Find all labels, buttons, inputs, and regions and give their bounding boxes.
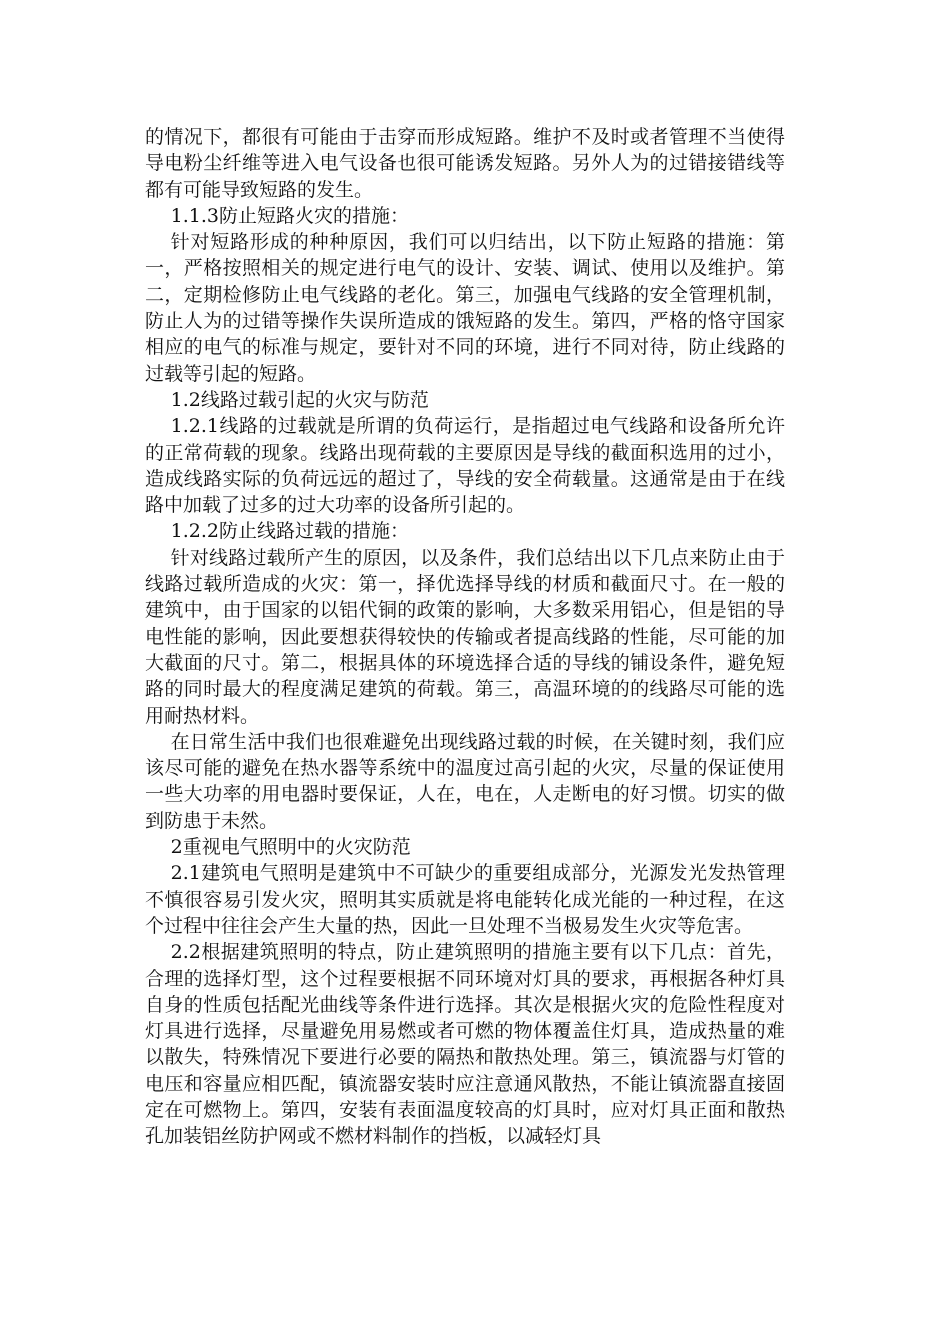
paragraph-short-circuit-measures: 针对短路形成的种种原因，我们可以归结出，以下防止短路的措施：第一，严格按照相关的规定进行电气的设计、安装、调试、使用以及维护。第二，定期检修防止电气线路的老化。第三，加强电气线路的安全管理机制，防止人为的过错等操作失误所造成的饿短路的发生。第四，严格的恪守国家相应的电气的标准与规定，要针对不同的环境，进行不同对待，防止线路的过载等引起的短路。 (145, 231, 785, 385)
heading-1-1-3: 1.1.3防止短路火灾的措施： (170, 204, 409, 227)
paragraph-overload-measures: 针对线路过载所产生的原因，以及条件，我们总结出以下几点来防止由于线路过载所造成的火灾：第一，择优选择导线的材质和截面尺寸。在一般的建筑中，由于国家的以铝代铜的政策的影响，大多数采用铝心，但是铝的导电性能的影响，因此要想获得较快的传输或者提高线路的性能，尽可能的加大截面的尺寸。第二，根据具体的环境选择合适的导线的铺设条件，避免短路的同时最大的程度满足建筑的荷载。第三，高温环境的的线路尽可能的选用耐热材料。 (145, 546, 785, 727)
paragraph-short-circuit-causes: 的情况下，都很有可能由于击穿而形成短路。维护不及时或者管理不当使得导电粉尘纤维等进入电气设备也很可能诱发短路。另外人为的过错接错线等都有可能导致短路的发生。 (145, 126, 785, 201)
paragraph-daily-life: 在日常生活中我们也很难避免出现线路过载的时候，在关键时刻，我们应该尽可能的避免在热水器等系统中的温度过高引起的火灾，尽量的保证使用一些大功率的用电器时要保证，人在，电在，人走断电的好习惯。切实的做到防患于未然。 (145, 730, 785, 832)
heading-2: 2重视电气照明中的火灾防范 (170, 836, 411, 859)
heading-1-2-2: 1.2.2防止线路过载的措施： (170, 520, 409, 543)
document-body (145, 124, 785, 1150)
paragraph-2-2: 2.2根据建筑照明的特点，防止建筑照明的措施主要有以下几点：首先，合理的选择灯型，这个过程要根据不同环境对灯具的要求，再根据各种灯具自身的性质包括配光曲线等条件进行选择。其次是根据火灾的危险性程度对灯具进行选择，尽量避免用易燃或者可燃的物体覆盖住灯具，造成热量的难以散失，特殊情况下要进行必要的隔热和散热处理。第三，镇流器与灯管的电压和容量应相匹配，镇流器安装时应注意通风散热，不能让镇流器直接固定在可燃物上。第四，安装有表面温度较高的灯具时，应对灯具正面和散热孔加装铝丝防护网或不燃材料制作的挡板，以减轻灯具 (145, 941, 785, 1148)
paragraph-2-1: 2.1建筑电气照明是建筑中不可缺少的重要组成部分，光源发光发热管理不慎很容易引发火灾，照明其实质就是将电能转化成光能的一种过程，在这个过程中往往会产生大量的热，因此一旦处理不当极易发生火灾等危害。 (145, 862, 785, 937)
paragraph-1-2-1: 1.2.1线路的过载就是所谓的负荷运行，是指超过电气线路和设备所允许的正常荷载的现象。线路出现荷载的主要原因是导线的截面积选用的过小，造成线路实际的负荷远远的超过了，导线的安全荷载量。这通常是由于在线路中加载了过多的过大功率的设备所引起的。 (145, 415, 785, 517)
heading-1-2: 1.2线路过载引起的火灾与防范 (170, 388, 429, 411)
